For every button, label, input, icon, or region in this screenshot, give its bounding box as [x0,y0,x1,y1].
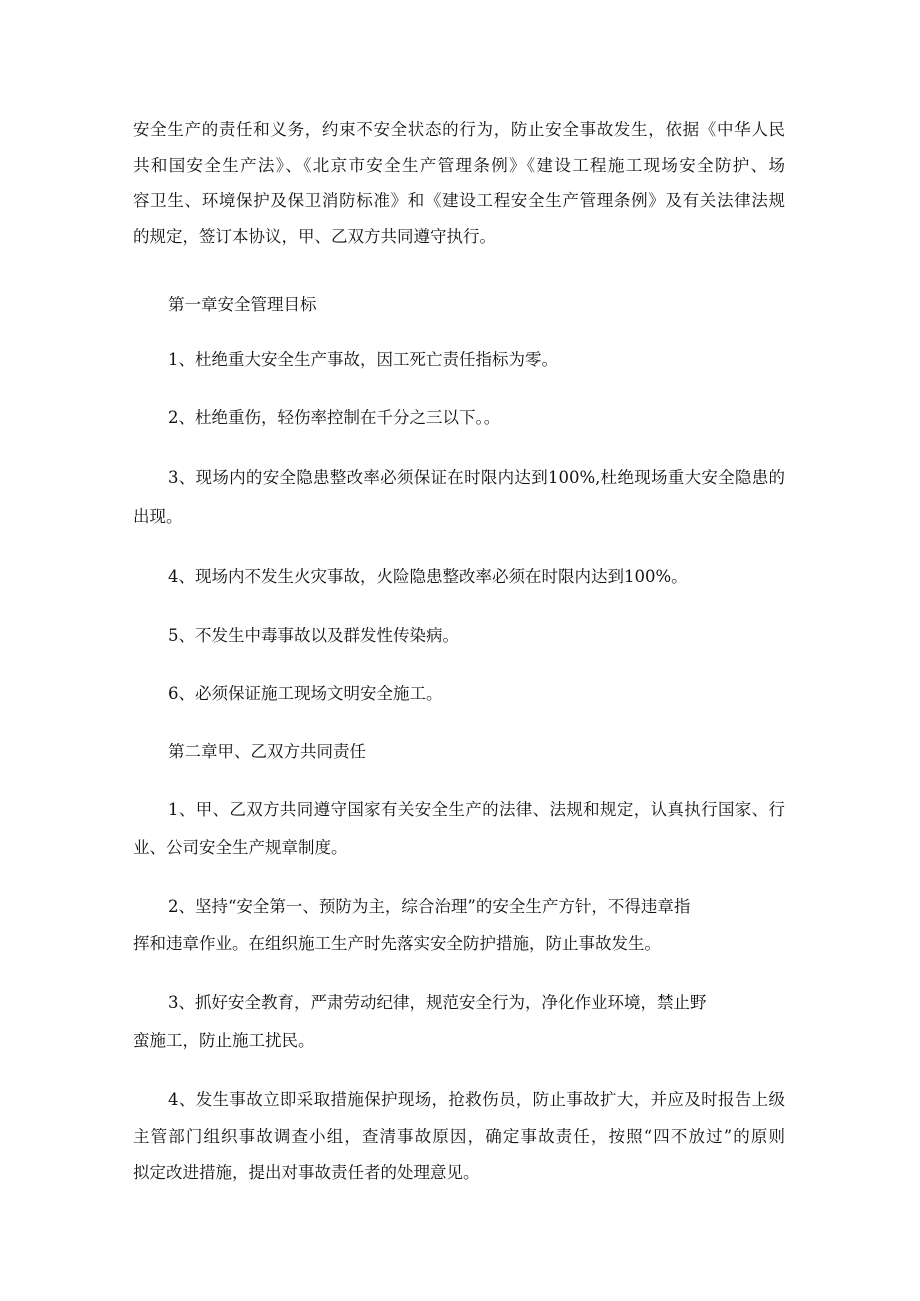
duty-item-2-cont: 挥和违章作业。在组织施工生产时先落实安全防护措施，防止事故发生。 [133,934,661,953]
duty-item-1-cont: 业、公司安全生产规章制度。 [133,838,348,857]
chapter-1-heading: 第一章安全管理目标 [168,295,317,314]
intro-line: 共和国安全生产法》、《北京市安全生产管理条例》《建设工程施工现场安全防护、场 [133,156,785,175]
goal-item-5: 5、不发生中毒事故以及群发性传染病。 [168,626,459,645]
goal-item-3-cont: 出现。 [133,507,183,526]
goal-item-2: 2、杜绝重伤，轻伤率控制在千分之三以下。。 [168,408,501,427]
intro-line: 的规定，签订本协议，甲、乙双方共同遵守执行。 [133,227,496,246]
duty-item-2: 2、坚持“安全第一、预防为主，综合治理”的安全生产方针，不得违章指 [168,897,691,916]
goal-item-1: 1、杜绝重大安全生产事故，因工死亡责任指标为零。 [168,350,558,369]
intro-line: 容卫生、环境保护及保卫消防标准》和《建设工程安全生产管理条例》及有关法律法规 [133,191,785,210]
duty-item-4-cont: 拟定改进措施，提出对事故责任者的处理意见。 [133,1163,480,1182]
duty-item-4: 4、发生事故立即采取措施保护现场，抢救伤员，防止事故扩大，并应及时报告上级 [168,1090,785,1109]
intro-line: 安全生产的责任和义务，约束不安全状态的行为，防止安全事故发生，依据《中华人民 [133,120,785,139]
duty-item-3: 3、抓好安全教育，严肃劳动纪律，规范安全行为，净化作业环境，禁止野 [168,993,707,1012]
goal-item-3: 3、现场内的安全隐患整改率必须保证在时限内达到100%,杜绝现场重大安全隐患的 [168,468,785,487]
chapter-2-heading: 第二章甲、乙双方共同责任 [168,742,366,761]
duty-item-3-cont: 蛮施工，防止施工扰民。 [133,1031,315,1050]
duty-item-4-cont: 主管部门组织事故调查小组，查清事故原因，确定事故责任，按照“四不放过”的原则 [133,1127,785,1146]
duty-item-1: 1、甲、乙双方共同遵守国家有关安全生产的法律、法规和规定，认真执行国家、行 [168,800,785,819]
goal-item-6: 6、必须保证施工现场文明安全施工。 [168,684,443,703]
goal-item-4: 4、现场内不发生火灾事故，火险隐患整改率必须在时限内达到100%。 [168,567,688,586]
